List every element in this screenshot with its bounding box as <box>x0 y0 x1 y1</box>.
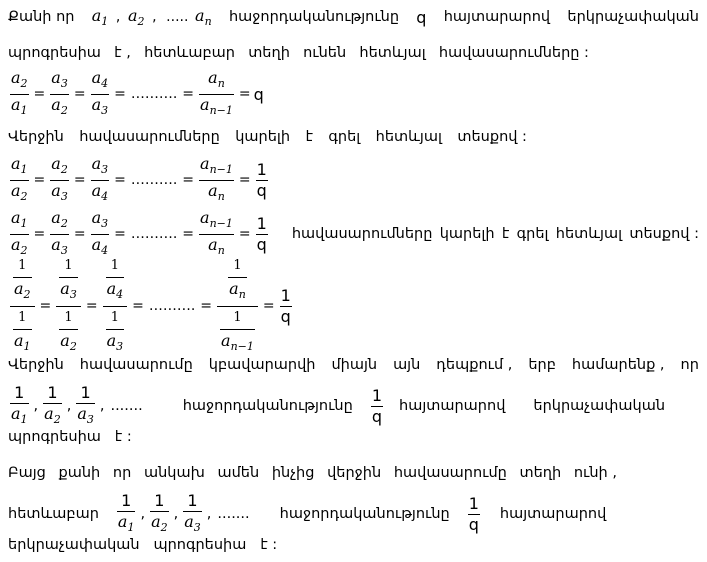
text-span: է , <box>114 45 131 61</box>
equation-reciprocal-ratio-with-text: $\frac{a_1}{a_2}$ = $\frac{a_2}{a_3}$ = $\frac{a_3}{a_4}$ = ………. = $\frac{a_{n-1}}{a_n}$ = $\frac{1}{q}$ հավասարումները կարելի է գրել հետևյալ տեսքով : <box>11 207 699 257</box>
equation-ratio-q: $\frac{a_2}{a_1}$ = $\frac{a_3}{a_2}$ = $\frac{a_4}{a_3}$ = ………. = $\frac{a_n}{a_{n-1}}$ = q <box>8 72 699 116</box>
text-span: Բայց <box>8 465 46 481</box>
text-span: Քանի որ <box>8 9 75 25</box>
text-span: կբավարարվի <box>208 357 316 373</box>
paragraph-line-8 <box>8 354 699 376</box>
text-span: որ <box>680 357 699 373</box>
text-span: պրոգրեսիա <box>8 45 101 61</box>
paragraph-line-2 <box>8 42 589 64</box>
text-span: կարելի <box>235 129 291 145</box>
paragraph-line-4 <box>8 126 527 148</box>
fraction: $\frac{a_3}{a_2}$ <box>51 67 68 117</box>
text-span: ունեն <box>303 45 347 61</box>
text-span: հավասարումները <box>79 129 220 145</box>
text-span: քանի <box>58 465 101 481</box>
text-span: միայն <box>331 357 378 373</box>
paragraph-line-11 <box>8 462 617 484</box>
text-span: հետևաբար <box>144 45 235 61</box>
text-span: տեղի <box>248 45 290 61</box>
paragraph-line-1 <box>8 6 699 28</box>
text-span: պրոգրեսիա է : <box>8 429 132 445</box>
text-span: համարենք , <box>571 357 665 373</box>
paragraph-line-9: $\frac{1}{a_1}$ , $\frac{1}{a_2}$ , $\frac{1}{a_3}$ , ....... հաջորդականությունը $\frac{1}{q}$ հայտարարով երկրաչափական <box>11 382 666 426</box>
paragraph-line-10 <box>8 426 699 448</box>
text-span: հետևյալ <box>359 45 426 61</box>
text-span: Վերջին <box>8 129 64 145</box>
fraction: $\frac{a_4}{a_3}$ <box>91 67 109 117</box>
sequence-inline: $a_1$ , $a_2$ , ..... $a_n$ <box>91 6 212 28</box>
text-span: Վերջին <box>8 357 64 373</box>
text-span: այն <box>393 357 421 373</box>
text-span: անկախ <box>143 465 205 481</box>
text-span: որ <box>112 465 132 481</box>
text-span: ունի , <box>573 465 617 481</box>
text-span: հետևյալ <box>375 129 442 145</box>
paragraph-line-12: հետևաբար $\frac{1}{a_1}$ , $\frac{1}{a_2}$ , $\frac{1}{a_3}$ , ....... հաջորդականությունը $\frac{1}{q}$ հայտարարով <box>8 490 607 534</box>
text-span: հայտարարով <box>443 9 551 25</box>
fraction: $\frac{a_2}{a_1}$ <box>11 67 28 117</box>
equation-reciprocal-ratio: $\frac{a_1}{a_2}$ = $\frac{a_2}{a_3}$ = $\frac{a_3}{a_4}$ = ………. = $\frac{a_{n-1}}{a_n}$ = $\frac{1}{q}$ <box>11 153 267 203</box>
text-span: ամեն <box>217 465 260 481</box>
inline-text: հավասարումները կարելի է գրել հետևյալ տեսքով : <box>291 226 699 242</box>
text-span: երբ <box>528 357 556 373</box>
text-span: երկրաչափական պրոգրեսիա է : <box>8 537 278 553</box>
text-span: վերջին <box>327 465 382 481</box>
equation-compound-fractions: $\frac{\frac{1}{a_2}}{\frac{1}{a_1}}$ = $\frac{\frac{1}{a_3}}{\frac{1}{a_2}}$ = $\frac{\frac{1}{a_4}}{\frac{1}{a_3}}$ = ………. = $\frac{\frac{1}{a_n}}{\frac{1}{a_{n-1}}}$ = $\frac{1}{q}$ <box>8 266 699 346</box>
text-span: է <box>305 129 313 145</box>
text-span: հավասարումները : <box>438 45 589 61</box>
text-span: տեսքով : <box>457 129 527 145</box>
text-span: հավասարումը <box>79 357 193 373</box>
text-span: ինչից <box>271 465 315 481</box>
fraction: $\frac{a_n}{a_{n-1}}$ <box>200 67 233 117</box>
text-span: երկրաչափական <box>567 9 699 25</box>
ratio-q: q <box>416 7 427 27</box>
text-span: գրել <box>328 129 361 145</box>
text-span: դեպքում , <box>436 357 513 373</box>
text-span: տեղի <box>519 465 562 481</box>
paragraph-line-13 <box>8 534 699 556</box>
text-span: հաջորդականությունը <box>228 9 400 25</box>
text-span: հավասարումը <box>393 465 507 481</box>
